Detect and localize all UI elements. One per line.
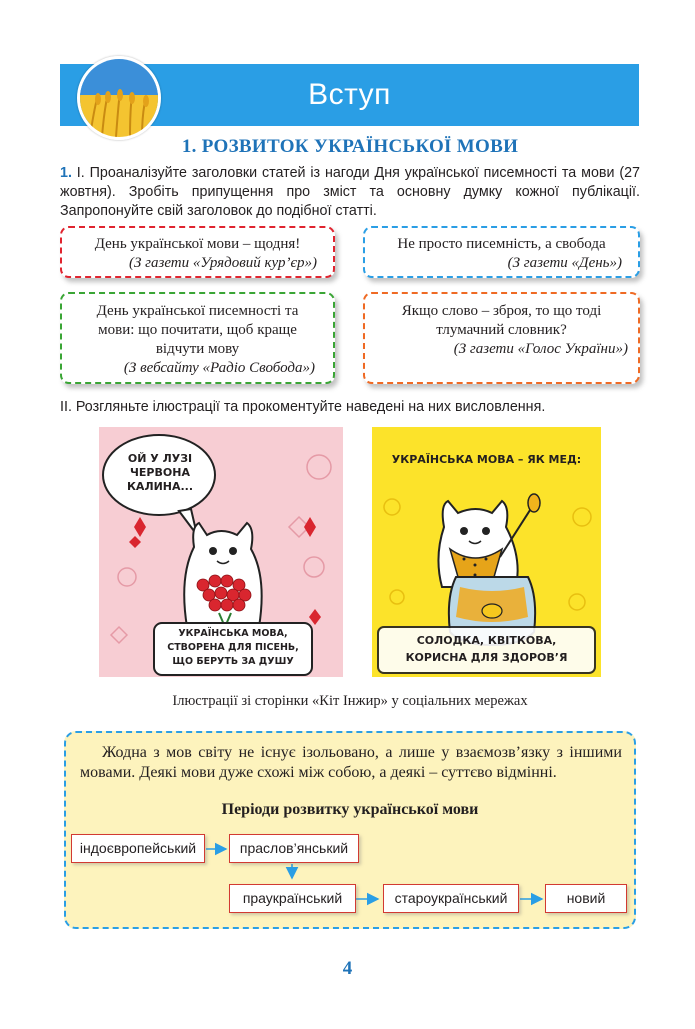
- quote-source: (З газети «День»): [507, 255, 622, 271]
- quote-text: День української писемності та мови: що почитати, щоб краще відчути мову: [96, 303, 299, 357]
- illustrations-caption: Ілюстрації зі сторінки «Кіт Інжир» у соціальних мережах: [172, 693, 528, 709]
- illustration-left-caption: [156, 627, 310, 669]
- task-part2-text: ІІ. Розгляньте ілюстрації та прокоментуйте наведені на них висловлення.: [60, 399, 546, 415]
- quote-text: Якщо слово – зброя, то що тоді тлумачний словник?: [401, 303, 602, 338]
- task-part1-text: І. Проаналізуйте заголовки статей із нагоди Дня української писемності та мови (27 жовтня). Зробіть припущення про зміст та основну думку кожної публікації. Запропонуйте свій заголовок до подібної статті.: [60, 165, 640, 219]
- period-box-new: новий: [545, 884, 627, 913]
- quote-box-4: [363, 292, 640, 384]
- illustration-right-caption: [380, 632, 593, 666]
- period-box-proto-slavic: праслов’янський: [229, 834, 359, 863]
- quote-source: (З газети «Урядовий кур’єр»): [128, 255, 317, 271]
- periods-title: Періоди розвитку української мови: [221, 801, 479, 818]
- task-number: 1.: [60, 165, 72, 181]
- ukraine-flag-wheat-icon: [77, 56, 161, 140]
- cat-illustration-right: [372, 427, 601, 677]
- quote-box-2: [363, 226, 640, 278]
- quote-text: День української мови – щодня!: [94, 236, 301, 252]
- info-text: Жодна з мов світу не існує ізольовано, а лише у взаємозв’язку з іншими мовами. Деякі мови дуже схожі між собою, а деякі – суттєво відмінні.: [80, 744, 622, 781]
- period-box-old-ukrainian: староукраїнський: [383, 884, 519, 913]
- bubble-line: ОЙ У ЛУЗІ: [127, 452, 193, 465]
- section-title: 1. РОЗВИТОК УКРАЇНСЬКОЇ МОВИ: [181, 136, 519, 157]
- cat-illustration-left: [99, 427, 343, 677]
- page-number: 4: [342, 958, 353, 979]
- quote-text: Не просто писемність, а свобода: [397, 236, 606, 252]
- quote-box-1: [60, 226, 335, 278]
- illustration-right-top-text: УКРАЇНСЬКА МОВА – ЯК МЕД:: [391, 453, 582, 466]
- header-title: Вступ: [308, 78, 391, 111]
- task-text: [60, 164, 640, 221]
- caption-line: ЩО БЕРУТЬ ЗА ДУШУ: [172, 656, 294, 667]
- period-box-proto-ukrainian: праукраїнський: [229, 884, 356, 913]
- caption-line: СТВОРЕНА ДЛЯ ПІСЕНЬ,: [167, 642, 299, 653]
- period-box-indoeuropean: індоєвропейський: [71, 834, 205, 863]
- bubble-text: [113, 452, 207, 494]
- caption-line: СОЛОДКА, КВІТКОВА,: [416, 634, 557, 647]
- quote-box-3: [60, 292, 335, 384]
- bubble-line: ЧЕРВОНА: [130, 466, 190, 479]
- bubble-line: КАЛИНА...: [126, 480, 194, 493]
- quote-source: (З вебсайту «Радіо Свобода»): [123, 360, 315, 376]
- quote-source: (З газети «Голос України»): [453, 341, 628, 357]
- caption-line: УКРАЇНСЬКА МОВА,: [178, 628, 288, 639]
- caption-line: КОРИСНА ДЛЯ ЗДОРОВ’Я: [405, 651, 568, 664]
